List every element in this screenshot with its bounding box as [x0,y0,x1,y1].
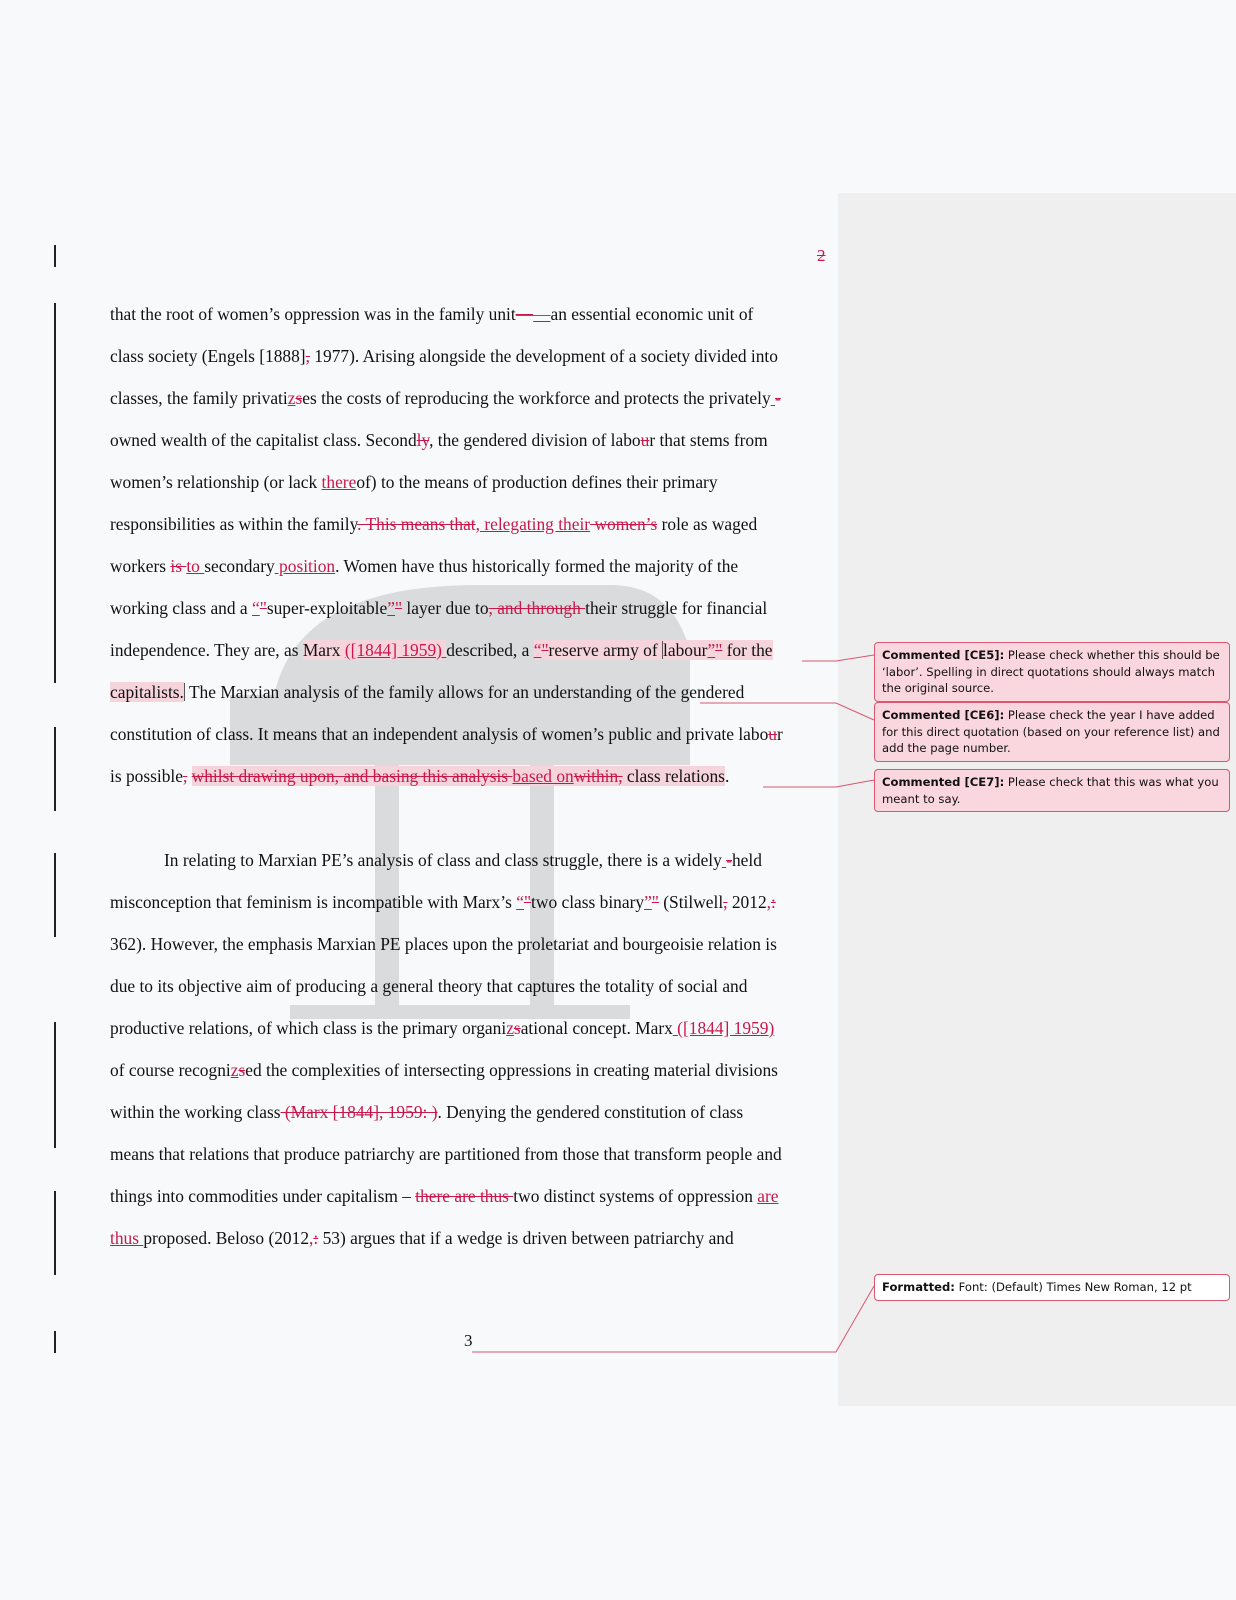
change-bar [54,303,56,683]
text-line[interactable]: independence. They are, as Marx ([1844] 1959) described, a “"reserve army of labour”" for the [110,640,773,660]
change-bar [54,1022,56,1148]
text-line[interactable]: capitalists. The Marxian analysis of the family allows for an understanding of the gendered [110,682,745,702]
comment-anchor-ce5[interactable]: “"reserve army of labour”" for the [533,640,773,660]
text-line[interactable]: class society (Engels [1888], 1977). Arising alongside the development of a society divided into [110,346,778,366]
text-line[interactable]: classes, the family privatizses the costs of reproducing the workforce and protects the privately - [110,388,781,408]
page-number: 3 [464,1331,473,1350]
text-line[interactable]: 362). However, the emphasis Marxian PE places upon the proletariat and bourgeoisie relation is [110,934,777,954]
text-line[interactable]: due to its objective aim of producing a general theory that captures the totality of social and [110,976,748,996]
watermark-pillar-right [530,765,554,1005]
text-line[interactable]: thus proposed. Beloso (2012,: 53) argues that if a wedge is driven between patriarchy and [110,1228,734,1248]
text-line[interactable]: within the working class (Marx [1844], 1959: ). Denying the gendered constitution of class [110,1102,744,1122]
deleted-page-number: 2 [817,246,826,265]
text-line[interactable]: workers is to secondary position. Women have thus historically formed the majority of the [110,556,739,576]
comment-anchor-ce7[interactable]: whilst drawing upon, and basing this analysis based onwithin, class relations [191,766,725,786]
text-line[interactable]: things into commodities under capitalism – there are thus two distinct systems of oppression are [110,1186,779,1206]
change-bar [54,853,56,937]
format-balloon[interactable]: Formatted: Font: (Default) Times New Roman, 12 pt [874,1274,1230,1301]
comment-balloon-ce6[interactable]: Commented [CE6]: Please check the year I have added for this direct quotation (based on your reference list) and add the page number. [874,702,1230,762]
change-bar [54,245,56,267]
change-bar [54,1331,56,1353]
leader-format [472,1286,874,1352]
text-line[interactable]: misconception that feminism is incompatible with Marx’s “"two class binary”" (Stilwell, 2012,: [110,892,776,912]
text-line[interactable]: women’s relationship (or lack thereof) to the means of production defines their primary [110,472,718,492]
text-line[interactable]: that the root of women’s oppression was in the family unit——an essential economic unit of [110,304,754,324]
text-line[interactable]: working class and a “"super-exploitable”" layer due to, and through their struggle for financial [110,598,768,618]
comment-anchor-ce6[interactable]: Marx ([1844] 1959) [302,640,447,660]
text-line[interactable]: productive relations, of which class is the primary organizsational concept. Marx ([1844] 1959) [110,1018,775,1038]
text-line[interactable]: constitution of class. It means that an independent analysis of women’s public and private labour [110,724,783,744]
change-bar [54,1191,56,1275]
text-line[interactable]: of course recognizsed the complexities of intersecting oppressions in creating material divisions [110,1060,778,1080]
text-line[interactable]: is possible, whilst drawing upon, and basing this analysis based onwithin, class relations. [110,766,730,786]
watermark-pillar-left [375,765,399,1005]
text-line[interactable]: owned wealth of the capitalist class. Secondly, the gendered division of labour that stems from [110,430,768,450]
comment-balloon-ce7[interactable]: Commented [CE7]: Please check that this was what you meant to say. [874,769,1230,812]
text-line[interactable]: responsibilities as within the family. This means that, relegating their women’s role as waged [110,514,758,534]
comment-balloon-ce5[interactable]: Commented [CE5]: Please check whether this should be ‘labor’. Spelling in direct quotations should always match the original source. [874,642,1230,702]
text-line[interactable]: means that relations that produce patriarchy are partitioned from those that transform people and [110,1144,782,1164]
change-bar [54,727,56,811]
text-line[interactable]: In relating to Marxian PE’s analysis of class and class struggle, there is a widely -held [164,850,762,870]
